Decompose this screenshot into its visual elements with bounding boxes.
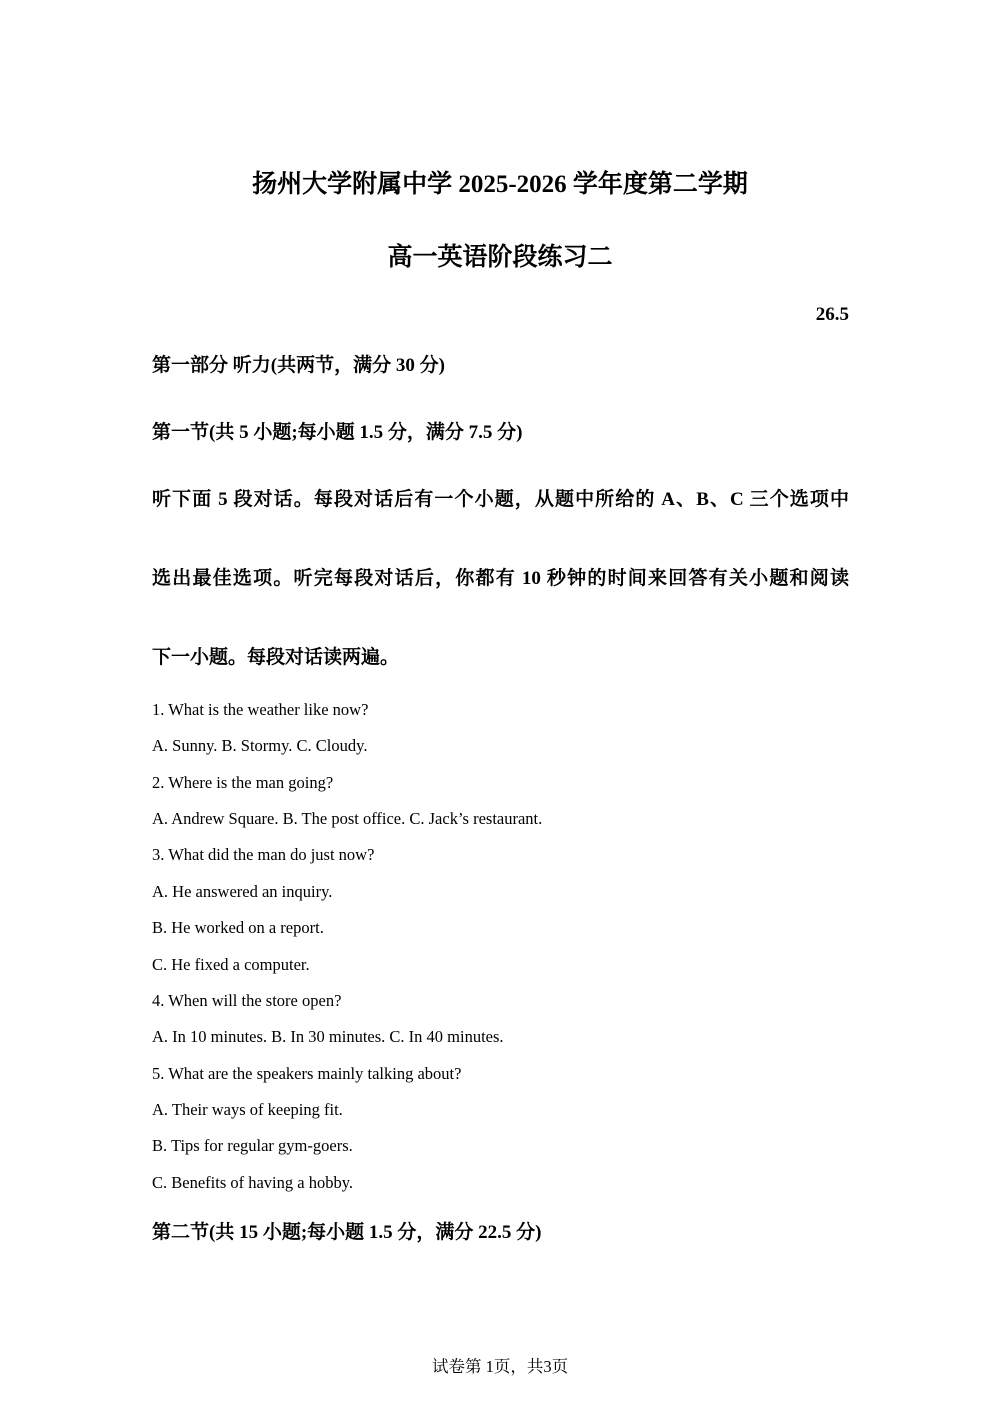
section-heading: 第二节(共 15 小题;每小题 1.5 分，满分 22.5 分): [152, 1222, 542, 1243]
instruction-line: 下一小题。每段对话读两遍。: [152, 647, 400, 668]
question-option: C. Benefits of having a hobby.: [152, 1173, 354, 1192]
exam-date: 26.5: [815, 304, 849, 325]
question-option: A. He answered an inquiry.: [152, 882, 333, 901]
instruction-line: 听下面 5 段对话。每段对话后有一个小题，从题中所给的 A、B、C 三个选项中: [152, 489, 849, 510]
question-text: 3. What did the man do just now?: [152, 845, 375, 864]
question-option: C. He fixed a computer.: [152, 955, 310, 974]
question-text: 4. When will the store open?: [152, 991, 342, 1010]
question-text: 1. What is the weather like now?: [152, 700, 369, 719]
section-heading: 第一节(共 5 小题;每小题 1.5 分，满分 7.5 分): [152, 422, 523, 443]
exam-subtitle: 高一英语阶段练习二: [387, 244, 613, 271]
exam-title: 扬州大学附属中学 2025-2026 学年度第二学期: [252, 171, 748, 198]
question-options: A. Andrew Square. B. The post office. C. Jack’s restaurant.: [152, 809, 543, 828]
question-option: B. He worked on a report.: [152, 918, 324, 937]
question-options: A. In 10 minutes. B. In 30 minutes. C. In 40 minutes.: [152, 1027, 504, 1046]
question-text: 5. What are the speakers mainly talking about?: [152, 1064, 462, 1083]
question-text: 2. Where is the man going?: [152, 773, 334, 792]
part-heading: 第一部分 听力(共两节，满分 30 分): [152, 355, 445, 376]
question-options: A. Sunny. B. Stormy. C. Cloudy.: [152, 736, 368, 755]
instruction-line: 选出最佳选项。听完每段对话后，你都有 10 秒钟的时间来回答有关小题和阅读: [152, 568, 849, 589]
page-footer: 试卷第 1页，共3页: [431, 1357, 569, 1376]
question-option: A. Their ways of keeping fit.: [152, 1100, 343, 1119]
question-option: B. Tips for regular gym-goers.: [152, 1136, 353, 1155]
